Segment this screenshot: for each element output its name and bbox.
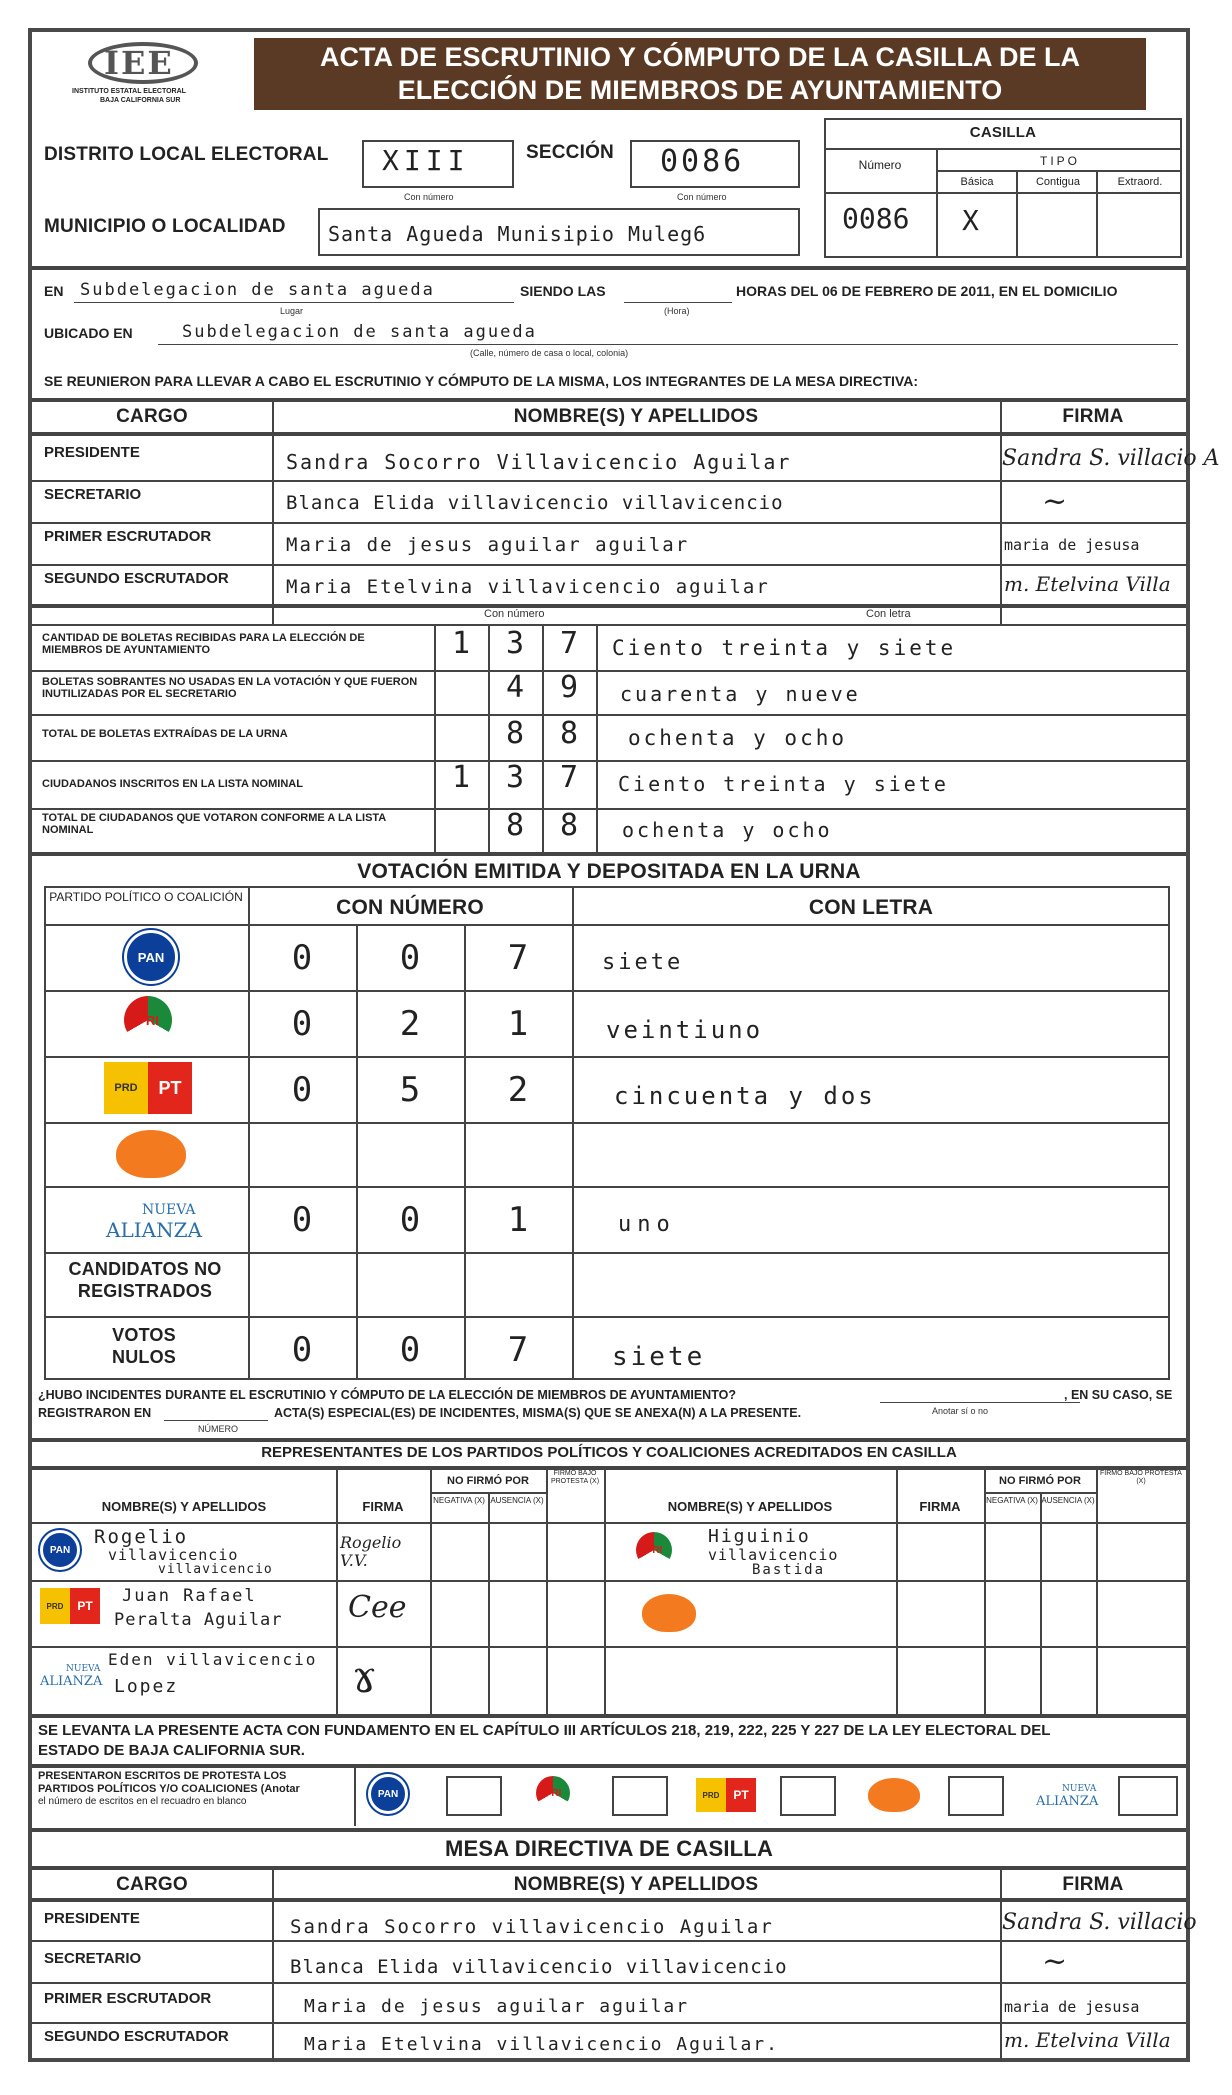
boletas-d2-4: 3: [505, 760, 525, 795]
boletas-letra-5: ochenta y ocho: [622, 818, 833, 842]
mesa-top-nombre-1: Sandra Socorro Villavicencio Aguilar: [286, 450, 792, 474]
boletas-d3-4: 7: [559, 760, 579, 795]
boletas-con-letra: Con letra: [866, 608, 911, 620]
votacion-row-line-4: [44, 1186, 1170, 1188]
protesta-pan-icon: PAN: [368, 1774, 408, 1814]
candidatos-no-registrados-label: CANDIDATOS NO REGISTRADOS: [68, 1259, 222, 1301]
mesa-bottom-firma-4: m. Etelvina Villa: [1004, 2028, 1171, 2052]
boletas-d3-1: 7: [559, 626, 579, 661]
protesta-top-border: [32, 1764, 1186, 1768]
mesa-bottom-title-line: [32, 1866, 1186, 1870]
mesa-top-v2: [1000, 398, 1002, 624]
pan-logo-icon: PAN: [124, 930, 178, 984]
fundamento-line1: SE LEVANTA LA PRESENTE ACTA CON FUNDAMENTO EN EL CAPÍTULO III ARTÍCULOS 218, 219, 222, 225 Y 227 DE LA LEY ELECTORAL DEL: [38, 1722, 1051, 1739]
rep-nofirmo-left: NO FIRMÓ POR: [447, 1475, 529, 1487]
boletas-d3-5: 8: [559, 808, 579, 843]
votacion-d3-1: 7: [507, 938, 529, 978]
rep-left-1-name3: villavicencio: [158, 1562, 273, 1577]
rep-left-2-name1: Juan Rafael: [122, 1586, 257, 1606]
incidentes-number-line[interactable]: [164, 1420, 268, 1421]
ubicado-caption: (Calle, número de casa o local, colonia): [470, 348, 629, 358]
rep-left-1-pan-icon: PAN: [40, 1530, 80, 1570]
votacion-letra-3: cincuenta y dos: [614, 1082, 876, 1110]
votacion-d1-2: 0: [291, 1004, 313, 1044]
casilla-v1: [936, 148, 938, 258]
votacion-col-numero: CON NÚMERO: [336, 896, 484, 919]
votacion-row-line-6: [44, 1316, 1170, 1318]
rep-col-nombre-left: NOMBRE(S) Y APELLIDOS: [101, 1499, 267, 1514]
municipio-value: Santa Agueda Munisipio Muleg6: [328, 222, 707, 246]
votacion-row-line-1: [44, 990, 1170, 992]
rep-right-1-name1: Higuinio: [708, 1526, 811, 1547]
mesa-bottom-col-cargo: CARGO: [116, 1874, 188, 1895]
mesa-top-nombre-4: Maria Etelvina villavicencio aguilar: [286, 576, 770, 598]
casilla-divider-3: [824, 192, 1182, 194]
mesa-bottom-col-firma: FIRMA: [1062, 1874, 1124, 1895]
votacion-col-letra: CON LETRA: [808, 896, 934, 919]
votacion-d1-3: 0: [291, 1070, 313, 1110]
boletas-d1-1: 1: [451, 626, 471, 661]
protesta-prdpt-icon: [696, 1778, 756, 1812]
votacion-d1-1: 0: [291, 938, 313, 978]
boletas-top-border: [32, 604, 1186, 608]
protesta-na-top: NUEVA: [1062, 1784, 1097, 1794]
mesa-top-col-cargo: CARGO: [116, 406, 188, 427]
pri-logo-icon: PRI: [124, 996, 172, 1044]
mesa-top-cargo-4: SEGUNDO ESCRUTADOR: [44, 570, 229, 587]
distrito-label: DISTRITO LOCAL ELECTORAL: [44, 144, 329, 165]
votacion-d3-5: 1: [507, 1200, 529, 1240]
section-border-lugar: [32, 266, 1186, 270]
votacion-letra-2: veintiuno: [606, 1016, 764, 1044]
mesa-bottom-nombre-4: Maria Etelvina villavicencio Aguilar.: [304, 2034, 779, 2055]
boletas-d2-3: 8: [505, 716, 525, 751]
mesa-bottom-nombre-3: Maria de jesus aguilar aguilar: [304, 1996, 690, 2017]
basica-check[interactable]: X: [962, 204, 979, 237]
rep-left-3-na-bottom: ALIANZA: [40, 1674, 103, 1689]
incidentes-anotar: Anotar sí o no: [932, 1406, 989, 1416]
pt-logo-text: PT: [158, 1077, 182, 1098]
mesa-bottom-row-line-1: [32, 1940, 1186, 1942]
rep-left-2-prd-text: PRD: [46, 1601, 64, 1611]
rep-v9: [1096, 1466, 1098, 1716]
votacion-d2-5: 0: [399, 1200, 421, 1240]
mesa-top-col-nombre: NOMBRE(S) Y APELLIDOS: [513, 406, 759, 427]
mesa-bottom-cargo-2: SECRETARIO: [44, 1950, 142, 1967]
hora-caption: (Hora): [664, 306, 690, 316]
incidentes-line1-end: , EN SU CASO, SE: [1064, 1388, 1173, 1402]
rep-col-firma-left: FIRMA: [362, 1499, 404, 1514]
prd-pt-logo-icon: [104, 1062, 192, 1114]
ubicado-line: [158, 344, 1178, 345]
casilla-divider-1: [824, 148, 1182, 150]
boletas-letra-1: Ciento treinta y siete: [612, 636, 957, 660]
mesa-top-nombre-3: Maria de jesus aguilar aguilar: [286, 534, 690, 556]
mesa-top-cargo-1: PRESIDENTE: [44, 444, 140, 461]
rep-negativa-right: NEGATIVA (X): [986, 1496, 1038, 1505]
horas-text: HORAS DEL 06 DE FEBRERO DE 2011, EN EL DOMICILIO: [736, 283, 1118, 299]
representantes-top-border: [32, 1438, 1186, 1442]
rep-left-1-name1: Rogelio: [94, 1526, 189, 1548]
rep-right-2-conv-icon: [642, 1594, 696, 1632]
rep-col-nombre-right: NOMBRE(S) Y APELLIDOS: [667, 1499, 833, 1514]
title-line1: ACTA DE ESCRUTINIO Y CÓMPUTO DE LA CASILLA DE LA: [319, 42, 1081, 72]
boletas-letra-3: ochenta y ocho: [628, 726, 848, 750]
protesta-pri-box[interactable]: [612, 1776, 668, 1816]
casilla-numero-value: 0086: [842, 202, 910, 235]
rep-left-2-name2: Peralta Aguilar: [114, 1610, 283, 1630]
lugar-value: Subdelegacion de santa agueda: [80, 280, 435, 300]
boletas-con-numero: Con número: [484, 608, 545, 620]
mesa-top-firma-4: m. Etelvina Villa: [1004, 572, 1171, 596]
nueva-alianza-logo-top: NUEVA: [142, 1202, 196, 1218]
numero-label: Número: [858, 158, 902, 172]
seccion-value: 0086: [660, 144, 745, 179]
incidentes-line2b: ACTA(S) ESPECIAL(ES) DE INCIDENTES, MISMA(S) QUE SE ANEXA(N) A LA PRESENTE.: [274, 1406, 802, 1420]
rep-ausencia-right: AUSENCIA (X): [1041, 1496, 1095, 1505]
votacion-d1-7: 0: [291, 1330, 313, 1370]
boletas-v4: [596, 624, 598, 854]
rep-nofirmo-line-left: [430, 1492, 546, 1494]
mesa-bottom-cargo-3: PRIMER ESCRUTADOR: [44, 1990, 212, 2007]
mesa-top-row-line-1: [32, 480, 1186, 482]
votacion-d2-3: 5: [399, 1070, 421, 1110]
boletas-row-line-3: [32, 760, 1186, 762]
rep-right-1-name3: Bastida: [752, 1562, 826, 1578]
rep-right-1-pri-icon: PRI: [636, 1532, 672, 1568]
rep-protesta-right: FIRMÓ BAJO PROTESTA (X): [1100, 1470, 1182, 1485]
ubicado-value: Subdelegacion de santa agueda: [182, 322, 537, 342]
boletas-label-3: TOTAL DE BOLETAS EXTRAÍDAS DE LA URNA: [42, 728, 288, 740]
rep-left-3-firma: ɤ: [352, 1652, 377, 1703]
fundamento-line2: ESTADO DE BAJA CALIFORNIA SUR.: [38, 1742, 305, 1759]
casilla-v3: [1096, 170, 1098, 258]
votacion-v3: [464, 924, 466, 1380]
rep-col-firma-right: FIRMA: [919, 1499, 961, 1514]
votacion-top-border: [32, 852, 1186, 856]
rep-row-line-1: [32, 1580, 1186, 1582]
boletas-d3-2: 9: [559, 670, 579, 705]
casilla-label: CASILLA: [969, 124, 1037, 141]
municipio-label: MUNICIPIO O LOCALIDAD: [44, 216, 286, 237]
rep-nofirmo-right: NO FIRMÓ POR: [999, 1475, 1081, 1487]
mesa-top-firma-2: ~: [1042, 484, 1068, 519]
ubicado-label: UBICADO EN: [44, 325, 133, 341]
rep-header-line: [32, 1522, 1186, 1524]
seccion-label: SECCIÓN: [526, 142, 614, 163]
rep-v3: [488, 1492, 490, 1716]
nueva-alianza-logo-icon: [102, 1196, 212, 1246]
boletas-d2-5: 8: [505, 808, 525, 843]
title-line2: ELECCIÓN DE MIEMBROS DE AYUNTAMIENTO: [397, 75, 1003, 105]
protesta-conv-box[interactable]: [948, 1776, 1004, 1816]
rep-left-1-firma: Rogelio V.V.: [340, 1533, 402, 1570]
rep-left-2-prdpt-icon: [40, 1588, 100, 1624]
protesta-na-box[interactable]: [1118, 1776, 1178, 1816]
rep-left-2-pt-text: PT: [77, 1599, 93, 1613]
protesta-pri-icon: PRI: [536, 1776, 570, 1810]
distrito-value: XIII: [382, 144, 470, 177]
votacion-d3-2: 1: [507, 1004, 529, 1044]
boletas-row-line-4: [32, 808, 1186, 810]
org-name-line1: INSTITUTO ESTATAL ELECTORAL: [72, 88, 186, 95]
votacion-d3-7: 7: [507, 1330, 529, 1370]
mesa-top-firma-3: maria de jesusa: [1004, 536, 1140, 554]
en-label: EN: [44, 283, 64, 299]
boletas-row-line-1: [32, 670, 1186, 672]
boletas-d2-2: 4: [505, 670, 525, 705]
votacion-d2-1: 0: [399, 938, 421, 978]
protesta-na-icon: [1036, 1784, 1106, 1814]
votacion-row-line-5: [44, 1252, 1170, 1254]
iee-logo: [72, 42, 222, 102]
rep-left-3-name2: Lopez: [114, 1676, 179, 1697]
mesa-top-cargo-3: PRIMER ESCRUTADOR: [44, 528, 212, 545]
mesa-top-firma-1: Sandra S. villacio A: [1002, 446, 1220, 471]
rep-left-2-firma: Cee: [348, 1590, 407, 1625]
nueva-alianza-logo-bottom: ALIANZA: [106, 1218, 202, 1242]
rep-row-line-2: [32, 1646, 1186, 1648]
rep-negativa-left: NEGATIVA (X): [433, 1496, 485, 1505]
title-banner: [254, 38, 1146, 110]
mesa-bottom-row-line-2: [32, 1982, 1186, 1984]
mesa-bottom-nombre-2: Blanca Elida villavicencio villavicencio: [290, 1956, 788, 1978]
seccion-caption: Con número: [677, 192, 727, 202]
mesa-top-border: [32, 398, 1186, 402]
mesa-top-row-line-3: [32, 564, 1186, 566]
representantes-title: REPRESENTANTES DE LOS PARTIDOS POLÍTICOS Y COALICIONES ACREDITADOS EN CASILLA: [261, 1444, 957, 1461]
mesa-bottom-title: MESA DIRECTIVA DE CASILLA: [444, 1836, 774, 1861]
mesa-top-row-line-2: [32, 522, 1186, 524]
mesa-top-cargo-2: SECRETARIO: [44, 486, 142, 503]
mesa-bottom-v2: [1000, 1866, 1002, 2062]
protesta-pt-text: PT: [733, 1788, 749, 1802]
rep-v8: [1040, 1492, 1042, 1716]
votacion-col-partido: PARTIDO POLÍTICO O COALICIÓN: [49, 890, 243, 904]
boletas-d3-3: 8: [559, 716, 579, 751]
votacion-title: VOTACIÓN EMITIDA Y DEPOSITADA EN LA URNA: [357, 860, 861, 883]
votacion-header-line: [44, 924, 1170, 926]
mesa-top-nombre-2: Blanca Elida villavicencio villavicencio: [286, 492, 784, 514]
contigua-label: Contigua: [1035, 176, 1081, 188]
protesta-line3: el número de escritos en el recuadro en blanco: [38, 1796, 247, 1807]
rep-protesta-left: FIRMÓ BAJO PROTESTA (X): [550, 1470, 600, 1485]
incidentes-line2a: REGISTRARON EN: [38, 1406, 152, 1420]
protesta-prd-text: PRD: [702, 1790, 720, 1800]
mesa-bottom-v1: [272, 1866, 274, 2062]
mesa-top-col-firma: FIRMA: [1062, 406, 1124, 427]
boletas-label-1: CANTIDAD DE BOLETAS RECIBIDAS PARA LA ELECCIÓN DE MIEMBROS DE AYUNTAMIENTO: [42, 632, 365, 656]
prd-logo-text: PRD: [114, 1082, 138, 1094]
mesa-top-v1: [272, 398, 274, 624]
rep-v4: [546, 1466, 548, 1716]
mesa-top-header-line: [32, 432, 1186, 436]
protesta-line2: PARTIDOS POLÍTICOS Y/O COALICIONES (Anotar: [38, 1783, 300, 1795]
votacion-d3-3: 2: [507, 1070, 529, 1110]
mesa-bottom-cargo-4: SEGUNDO ESCRUTADOR: [44, 2028, 229, 2045]
protesta-v0: [354, 1764, 356, 1826]
rep-left-3-na-top: NUEVA: [66, 1664, 101, 1674]
incidentes-numero-caption: NÚMERO: [198, 1424, 238, 1434]
hora-line: [624, 302, 732, 303]
protesta-na-bottom: ALIANZA: [1036, 1794, 1099, 1809]
boletas-label-5: TOTAL DE CIUDADANOS QUE VOTARON CONFORME A LA LISTA NOMINAL: [42, 812, 386, 836]
mesa-bottom-cargo-1: PRESIDENTE: [44, 1910, 140, 1927]
iee-logo-text: IEE: [104, 44, 174, 82]
votacion-d2-7: 0: [399, 1330, 421, 1370]
siendo-label: SIENDO LAS: [520, 283, 606, 299]
votacion-letra-5: uno: [618, 1212, 676, 1237]
mesa-bottom-firma-1: Sandra S. villacio: [1002, 1910, 1197, 1935]
acta-sheet: [28, 28, 1220, 2062]
representantes-title-line: [32, 1466, 1186, 1470]
org-name-line2: BAJA CALIFORNIA SUR: [100, 97, 181, 104]
rep-ausencia-left: AUSENCIA (X): [490, 1496, 544, 1505]
convergencia-logo-icon: [116, 1130, 186, 1178]
distrito-caption: Con número: [404, 192, 454, 202]
protesta-prdpt-box[interactable]: [780, 1776, 836, 1816]
mesa-bottom-header-line: [32, 1898, 1186, 1902]
votacion-letra-7: siete: [612, 1342, 706, 1372]
boletas-d2-1: 3: [505, 626, 525, 661]
boletas-row-line-2: [32, 714, 1186, 716]
protesta-line1: PRESENTARON ESCRITOS DE PROTESTA LOS: [38, 1770, 287, 1782]
rep-left-3-name1: Eden villavicencio: [108, 1650, 318, 1669]
rep-right-1-name2: villavicencio: [708, 1546, 839, 1564]
votacion-letra-1: siete: [602, 950, 684, 975]
mesa-bottom-top-border: [32, 1828, 1186, 1832]
votacion-d2-2: 2: [399, 1004, 421, 1044]
boletas-header-line: [32, 624, 1186, 626]
rep-left-1-name2: villavicencio: [108, 1546, 239, 1564]
protesta-conv-icon: [868, 1778, 920, 1812]
votacion-row-line-2: [44, 1056, 1170, 1058]
lugar-caption: Lugar: [280, 306, 304, 316]
boletas-letra-4: Ciento treinta y siete: [618, 772, 949, 796]
extraord-label: Extraord.: [1117, 176, 1163, 188]
mesa-bottom-nombre-1: Sandra Socorro villavicencio Aguilar: [290, 1916, 774, 1938]
basica-label: Básica: [960, 176, 994, 188]
rep-nofirmo-line-right: [984, 1492, 1096, 1494]
incidentes-answer-line[interactable]: [880, 1402, 1080, 1403]
mesa-bottom-row-line-3: [32, 2022, 1186, 2024]
boletas-d1-4: 1: [451, 760, 471, 795]
fundamento-top-border: [32, 1714, 1186, 1718]
mesa-bottom-col-nombre: NOMBRE(S) Y APELLIDOS: [513, 1874, 759, 1895]
boletas-label-4: CIUDADANOS INSCRITOS EN LA LISTA NOMINAL: [42, 778, 303, 790]
tipo-label: TIPO: [1039, 154, 1080, 168]
mesa-bottom-firma-3: maria de jesusa: [1004, 1998, 1140, 2016]
protesta-pan-box[interactable]: [446, 1776, 502, 1816]
votacion-row-line-3: [44, 1122, 1170, 1124]
lugar-line: [74, 302, 514, 303]
boletas-letra-2: cuarenta y nueve: [620, 682, 861, 706]
incidentes-line1: ¿HUBO INCIDENTES DURANTE EL ESCRUTINIO Y CÓMPUTO DE LA ELECCIÓN DE MIEMBROS DE AYUNTAMIENTO?: [38, 1388, 736, 1402]
votos-nulos-label: VOTOS NULOS: [112, 1325, 176, 1367]
votacion-v2: [356, 924, 358, 1380]
casilla-v2: [1016, 170, 1018, 258]
reunieron-text: SE REUNIERON PARA LLEVAR A CABO EL ESCRUTINIO Y CÓMPUTO DE LA MISMA, LOS INTEGRANTES DE LA MESA DIRECTIVA:: [44, 373, 919, 389]
votacion-d1-5: 0: [291, 1200, 313, 1240]
casilla-divider-2: [938, 170, 1182, 172]
boletas-label-2: BOLETAS SOBRANTES NO USADAS EN LA VOTACIÓN Y QUE FUERON INUTILIZADAS POR EL SECRETARIO: [42, 676, 418, 700]
rep-left-3-na-icon: [40, 1664, 110, 1694]
votacion-v4: [572, 886, 574, 1380]
mesa-bottom-firma-2: ~: [1042, 1944, 1068, 1979]
